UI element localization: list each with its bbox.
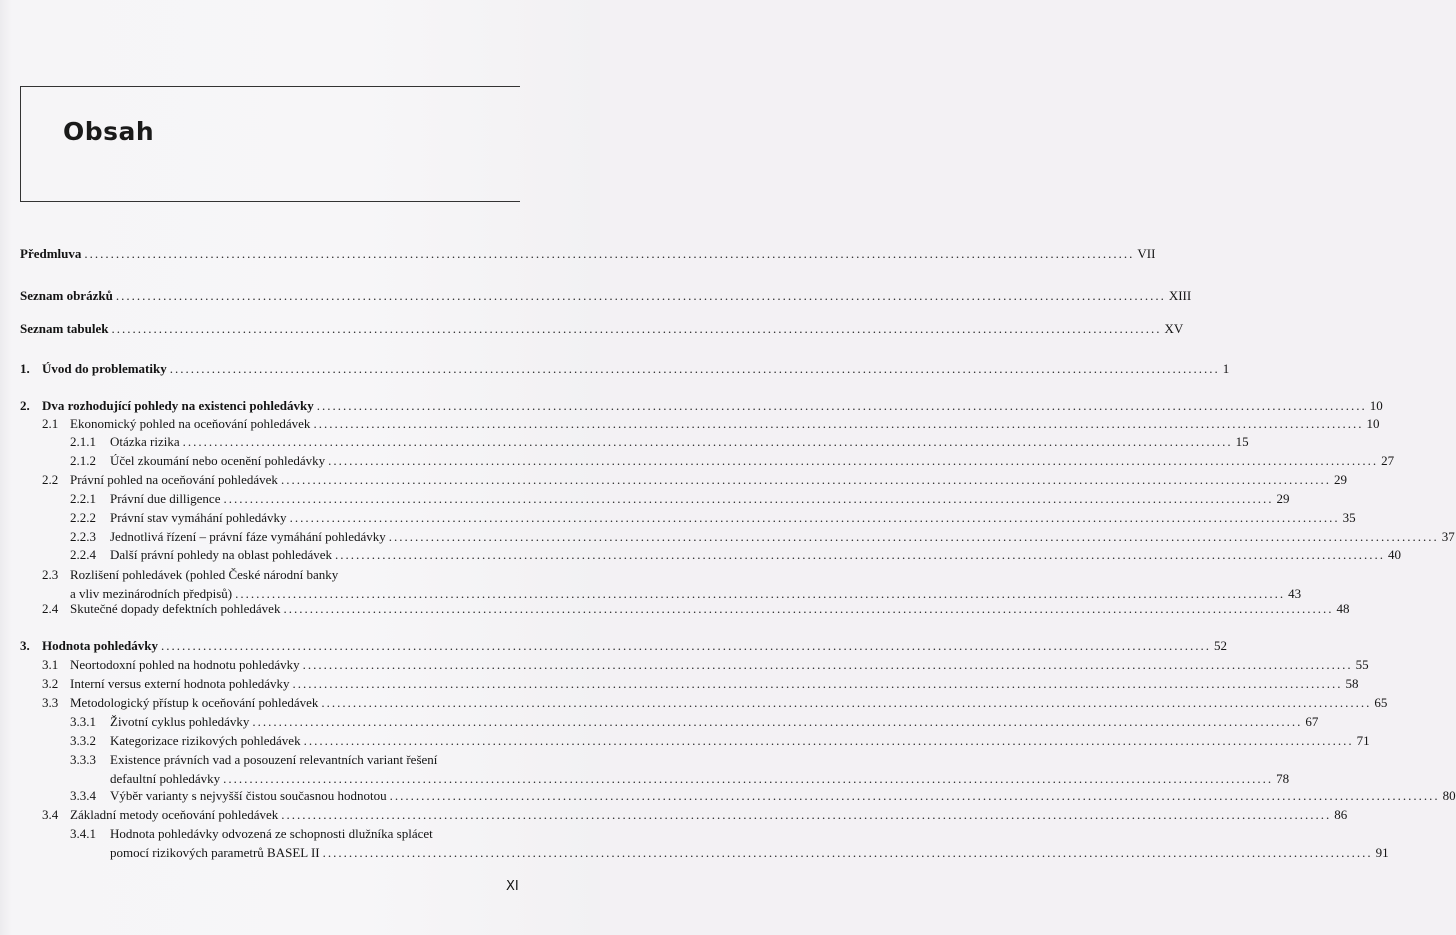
dot-leader: ........................................................................................................................................................................................................ — [292, 676, 1343, 691]
toc-entry-title: Rozlišení pohledávek (pohled České národní banky — [70, 567, 339, 582]
toc-entry-number: 3.3.3 — [70, 752, 96, 767]
toc-entry-number: 2. — [20, 398, 30, 413]
toc-entry-title: Skutečné dopady defektních pohledávek — [70, 601, 281, 616]
toc-entry-page: 15 — [1235, 434, 1249, 449]
toc-entry-page: 37 — [1441, 529, 1455, 544]
toc-entry-number: 2.3 — [42, 567, 59, 582]
toc-entry-page: 10 — [1366, 416, 1380, 431]
dot-leader: ........................................................................................................................................................................................................ — [84, 246, 1135, 261]
title-box — [20, 86, 520, 202]
toc-entry-title: Interní versus externí hodnota pohledávky — [70, 676, 290, 691]
toc-entry-title: Hodnota pohledávky odvozená ze schopnosti dlužníka splácet — [110, 826, 433, 841]
toc-entry-page: XIII — [1168, 288, 1192, 303]
toc-entry-title: Otázka rizika — [110, 434, 180, 449]
dot-leader: ........................................................................................................................................................................................................ — [182, 434, 1233, 449]
dot-leader: ........................................................................................................................................................................................................ — [160, 638, 1211, 653]
toc-entry-page: 91 — [1375, 845, 1389, 860]
toc-entry — [70, 415, 1380, 433]
toc-entry-number: 2.1 — [42, 416, 59, 431]
toc-entry-title: Neortodoxní pohled na hodnotu pohledávky — [70, 657, 300, 672]
dot-leader: ........................................................................................................................................................................................................ — [321, 695, 1372, 710]
toc-entry-title: Seznam obrázků — [20, 288, 113, 303]
toc-entry-title: Právní due dilligence — [110, 491, 221, 506]
dot-leader: ........................................................................................................................................................................................................ — [389, 788, 1440, 803]
dot-leader: ........................................................................................................................................................................................................ — [302, 657, 1353, 672]
dot-leader: ........................................................................................................................................................................................................ — [283, 601, 1334, 616]
toc-entry-page: 67 — [1305, 714, 1319, 729]
dot-leader: ........................................................................................................................................................................................................ — [235, 586, 1286, 601]
dot-leader: ........................................................................................................................................................................................................ — [335, 547, 1386, 562]
toc-entry — [110, 490, 1290, 508]
toc-entry-number: 3.2 — [42, 676, 59, 691]
toc-entry-page: 40 — [1388, 547, 1402, 562]
toc-entry-page: 55 — [1355, 657, 1369, 672]
toc-entry — [20, 287, 1192, 305]
toc-entry-number: 3.3.1 — [70, 714, 96, 729]
dot-leader: ........................................................................................................................................................................................................ — [328, 453, 1379, 468]
page-number: XI — [506, 879, 519, 894]
toc-entry — [110, 509, 1356, 527]
toc-entry-title: Právní pohled na oceňování pohledávek — [70, 472, 278, 487]
toc-entry-title: Jednotlivá řízení – právní fáze vymáhání pohledávky — [110, 529, 386, 544]
dot-leader: ........................................................................................................................................................................................................ — [281, 807, 1332, 822]
toc-entry — [42, 637, 1227, 655]
toc-entry-title: Kategorizace rizikových pohledávek — [110, 733, 301, 748]
dot-leader: ........................................................................................................................................................................................................ — [115, 288, 1166, 303]
toc-entry-number: 2.2 — [42, 472, 59, 487]
toc-entry-number: 3.1 — [42, 657, 59, 672]
toc-entry-page: VII — [1137, 246, 1156, 261]
toc-entry-title: Životní cyklus pohledávky — [110, 714, 250, 729]
toc-entry-page: 48 — [1336, 601, 1350, 616]
dot-leader: ........................................................................................................................................................................................................ — [169, 361, 1220, 376]
toc-entry — [70, 806, 1348, 824]
toc-entry-page: 35 — [1342, 510, 1356, 525]
toc-entry-title: Dva rozhodující pohledy na existenci pohledávky — [42, 398, 314, 413]
dot-leader: ........................................................................................................................................................................................................ — [289, 510, 1340, 525]
toc-entry-number: 2.2.3 — [70, 529, 96, 544]
dot-leader: ........................................................................................................................................................................................................ — [388, 529, 1439, 544]
toc-entry-page: 10 — [1369, 398, 1383, 413]
dot-leader: ........................................................................................................................................................................................................ — [313, 416, 1364, 431]
toc-entry-page: 43 — [1288, 586, 1302, 601]
toc-entry — [70, 471, 1347, 489]
toc-entry-number: 3. — [20, 638, 30, 653]
toc-entry-page: 86 — [1334, 807, 1348, 822]
toc-entry-page: 1 — [1222, 361, 1230, 376]
toc-entry-number: 2.1.2 — [70, 453, 96, 468]
toc-entry-title: Předmluva — [20, 246, 82, 261]
toc-entry — [110, 528, 1455, 546]
toc-entry — [110, 713, 1319, 731]
toc-entry-page: 29 — [1333, 472, 1347, 487]
dot-leader: ........................................................................................................................................................................................................ — [252, 714, 1303, 729]
toc-entry-page: 65 — [1374, 695, 1388, 710]
toc-entry-number: 2.2.1 — [70, 491, 96, 506]
toc-entry — [110, 770, 1290, 788]
toc-entry — [110, 732, 1370, 750]
toc-entry-title: Metodologický přístup k oceňování pohledávek — [70, 695, 319, 710]
dot-leader: ........................................................................................................................................................................................................ — [322, 845, 1373, 860]
toc-entry — [110, 787, 1456, 805]
toc-entry-page: 29 — [1276, 491, 1290, 506]
toc-entry-number: 1. — [20, 361, 30, 376]
toc-entry-title: Účel zkoumání nebo ocenění pohledávky — [110, 453, 326, 468]
toc-entry — [110, 433, 1249, 451]
toc-entry-number: 3.4.1 — [70, 826, 96, 841]
toc-entry-number: 3.4 — [42, 807, 59, 822]
toc-entry-number: 2.4 — [42, 601, 59, 616]
page-title: Obsah — [63, 117, 155, 146]
toc-entry — [70, 675, 1359, 693]
toc-entry — [110, 546, 1402, 564]
toc-entry-title: Hodnota pohledávky — [42, 638, 158, 653]
toc-entry-title: Další právní pohledy na oblast pohledávek — [110, 547, 333, 562]
toc-entry-page: 80 — [1442, 788, 1456, 803]
toc-entry-title: Právní stav vymáhání pohledávky — [110, 510, 287, 525]
toc-entry-title: defaultní pohledávky — [110, 771, 221, 786]
dot-leader: ........................................................................................................................................................................................................ — [223, 771, 1274, 786]
toc-entry — [70, 694, 1388, 712]
toc-entry — [20, 320, 1184, 338]
toc-entry-page: 78 — [1276, 771, 1290, 786]
toc-entry-page: 27 — [1381, 453, 1395, 468]
dot-leader: ........................................................................................................................................................................................................ — [280, 472, 1331, 487]
toc-entry-title: a vliv mezinárodních předpisů) — [70, 586, 233, 601]
toc-entry-page: 52 — [1213, 638, 1227, 653]
toc-entry-page: XV — [1164, 321, 1184, 336]
toc-entry-title: Úvod do problematiky — [42, 361, 167, 376]
toc-entry-number: 3.3.4 — [70, 788, 96, 803]
toc-entry — [42, 397, 1383, 415]
toc-entry-title: Ekonomický pohled na oceňování pohledávek — [70, 416, 311, 431]
toc-entry-page: 58 — [1345, 676, 1359, 691]
toc-entry-title: Výběr varianty s nejvyšší čistou současnou hodnotou — [110, 788, 387, 803]
toc-entry — [42, 360, 1230, 378]
toc-entry-title: Seznam tabulek — [20, 321, 109, 336]
dot-leader: ........................................................................................................................................................................................................ — [223, 491, 1274, 506]
toc-entry — [110, 452, 1395, 470]
toc-entry-number: 2.1.1 — [70, 434, 96, 449]
toc-entry-number: 2.2.4 — [70, 547, 96, 562]
toc-entry — [20, 245, 1156, 263]
toc-entry-number: 3.3 — [42, 695, 59, 710]
toc-entry-number: 2.2.2 — [70, 510, 96, 525]
toc-entry — [70, 600, 1350, 618]
toc-entry-title: Základní metody oceňování pohledávek — [70, 807, 279, 822]
toc-entry — [110, 844, 1389, 862]
dot-leader: ........................................................................................................................................................................................................ — [111, 321, 1162, 336]
dot-leader: ........................................................................................................................................................................................................ — [316, 398, 1367, 413]
toc-entry-title: Existence právních vad a posouzení relevantních variant řešení — [110, 752, 438, 767]
toc-entry — [70, 656, 1369, 674]
toc-entry-title: pomocí rizikových parametrů BASEL II — [110, 845, 320, 860]
toc-entry-number: 3.3.2 — [70, 733, 96, 748]
dot-leader: ........................................................................................................................................................................................................ — [303, 733, 1354, 748]
toc-entry-page: 71 — [1356, 733, 1370, 748]
